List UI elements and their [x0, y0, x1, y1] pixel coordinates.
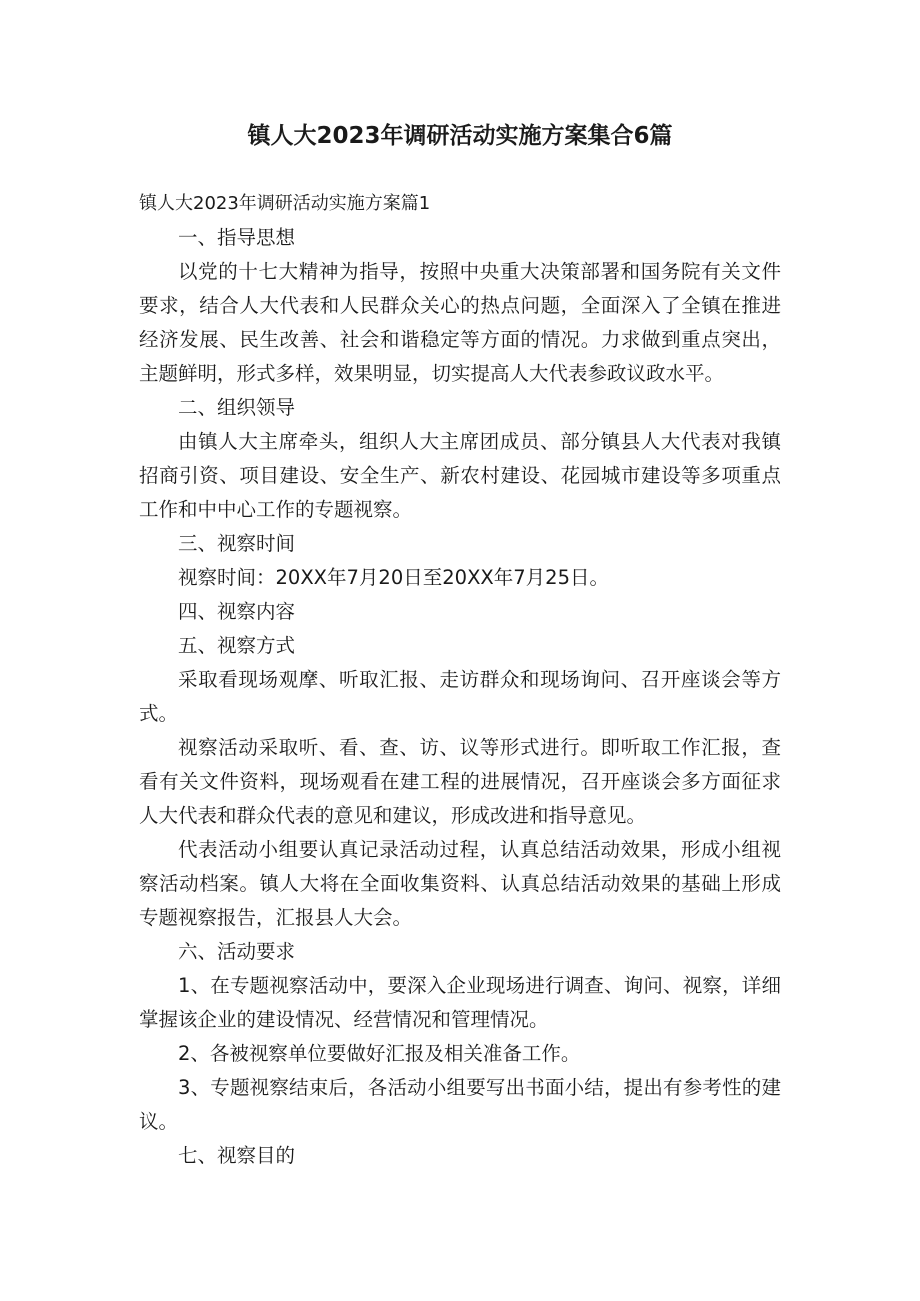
paragraph-inspection-time: 视察时间：20XX年7月20日至20XX年7月25日。	[178, 566, 609, 589]
paragraph-inspection-method-2: 视察活动采取听、看、查、访、议等形式进行。即听取工作汇报，查看有关文件资料，现场观看在建工程的进展情况，召开座谈会多方面征求人大代表和群众代表的意见和建议，形成改进和指导意见。	[139, 736, 781, 827]
heading-guiding-ideology: 一、指导思想	[178, 226, 296, 249]
paragraph-requirement-2: 2、各被视察单位要做好汇报及相关准备工作。	[178, 1042, 581, 1065]
paragraph-requirement-1: 1、在专题视察活动中，要深入企业现场进行调查、询问、视察，详细掌握该企业的建设情况、经营情况和管理情况。	[139, 974, 781, 1031]
heading-inspection-content: 四、视察内容	[178, 600, 296, 623]
heading-inspection-time: 三、视察时间	[178, 532, 296, 555]
heading-organization: 二、组织领导	[178, 396, 296, 419]
heading-inspection-purpose: 七、视察目的	[178, 1144, 296, 1167]
paragraph-guiding-ideology: 以党的十七大精神为指导，按照中央重大决策部署和国务院有关文件要求，结合人大代表和人民群众关心的热点问题，全面深入了全镇在推进经济发展、民生改善、社会和谐稳定等方面的情况。力求做到重点突出，主题鲜明，形式多样，效果明显，切实提高人大代表参政议政水平。	[139, 260, 781, 385]
paragraph-requirement-3: 3、专题视察结束后，各活动小组要写出书面小结，提出有参考性的建议。	[139, 1076, 781, 1133]
paragraph-inspection-method-1: 采取看现场观摩、听取汇报、走访群众和现场询问、召开座谈会等方式。	[139, 668, 781, 725]
section-subtitle: 镇人大2023年调研活动实施方案篇1	[139, 193, 431, 214]
paragraph-inspection-method-3: 代表活动小组要认真记录活动过程，认真总结活动效果，形成小组视察活动档案。镇人大将在全面收集资料、认真总结活动效果的基础上形成专题视察报告，汇报县人大会。	[139, 838, 781, 929]
heading-activity-requirements: 六、活动要求	[178, 940, 296, 963]
paragraph-organization: 由镇人大主席牵头，组织人大主席团成员、部分镇县人大代表对我镇招商引资、项目建设、安全生产、新农村建设、花园城市建设等多项重点工作和中中心工作的专题视察。	[139, 430, 781, 521]
heading-inspection-method: 五、视察方式	[178, 634, 296, 657]
document-body	[139, 187, 781, 1173]
document-title: 镇人大2023年调研活动实施方案集合6篇	[247, 123, 673, 149]
